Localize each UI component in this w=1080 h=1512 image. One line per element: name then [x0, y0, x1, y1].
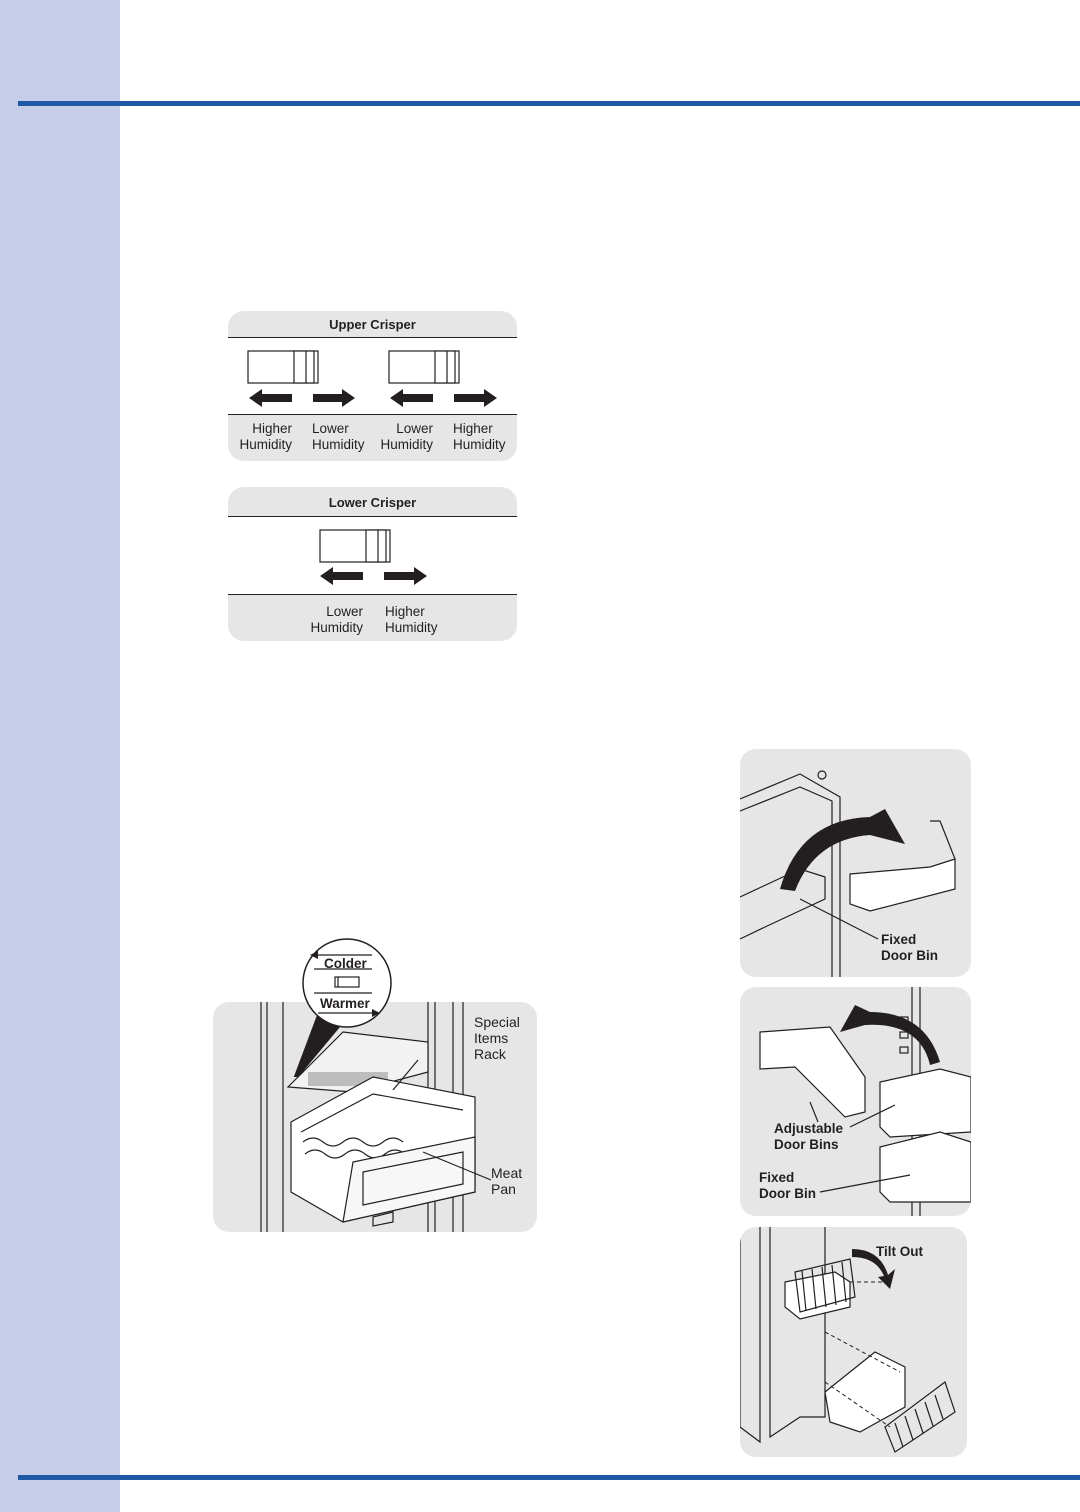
upper-crisper-labels	[228, 415, 517, 461]
footer-rule	[18, 1475, 1080, 1480]
special-items-rack-label: Special Items Rack	[474, 1014, 520, 1062]
lower-crisper-slider	[228, 517, 517, 595]
upper-crisper-slider-diagram	[228, 338, 517, 414]
left-sidebar-band	[0, 0, 120, 1512]
fixed-door-bin-label-1: Fixed Door Bin	[881, 932, 938, 963]
dial-warmer-label: Warmer	[320, 996, 370, 1011]
upper-label-4: Higher Humidity	[453, 421, 506, 452]
adjustable-door-bins-figure	[740, 987, 971, 1216]
fixed-door-bin-label-2: Fixed Door Bin	[759, 1170, 816, 1201]
header-rule	[18, 101, 1080, 106]
upper-label-1: Higher Humidity	[239, 421, 292, 452]
lower-crisper-title: Lower Crisper	[228, 487, 517, 517]
dial-colder-label: Colder	[324, 956, 367, 971]
upper-crisper-sliders	[228, 338, 517, 415]
upper-label-3: Lower Humidity	[380, 421, 433, 452]
upper-crisper-panel	[228, 311, 517, 461]
lower-crisper-panel	[228, 487, 517, 641]
upper-crisper-title: Upper Crisper	[228, 311, 517, 338]
fixed-door-bin-figure	[740, 749, 971, 977]
lower-crisper-slider-diagram	[228, 517, 517, 594]
lower-crisper-labels	[228, 595, 517, 641]
adjustable-door-bins-label: Adjustable Door Bins	[774, 1121, 844, 1152]
meat-pan-dial-callout	[280, 937, 400, 1077]
tilt-out-bin-illustration	[740, 1227, 967, 1457]
meat-pan-label: Meat Pan	[491, 1165, 523, 1197]
upper-label-2: Lower Humidity	[312, 421, 365, 452]
tilt-out-bin-figure	[740, 1227, 967, 1457]
lower-label-1: Lower Humidity	[310, 604, 363, 635]
lower-label-2: Higher Humidity	[385, 604, 438, 635]
tilt-out-label: Tilt Out	[876, 1244, 923, 1259]
